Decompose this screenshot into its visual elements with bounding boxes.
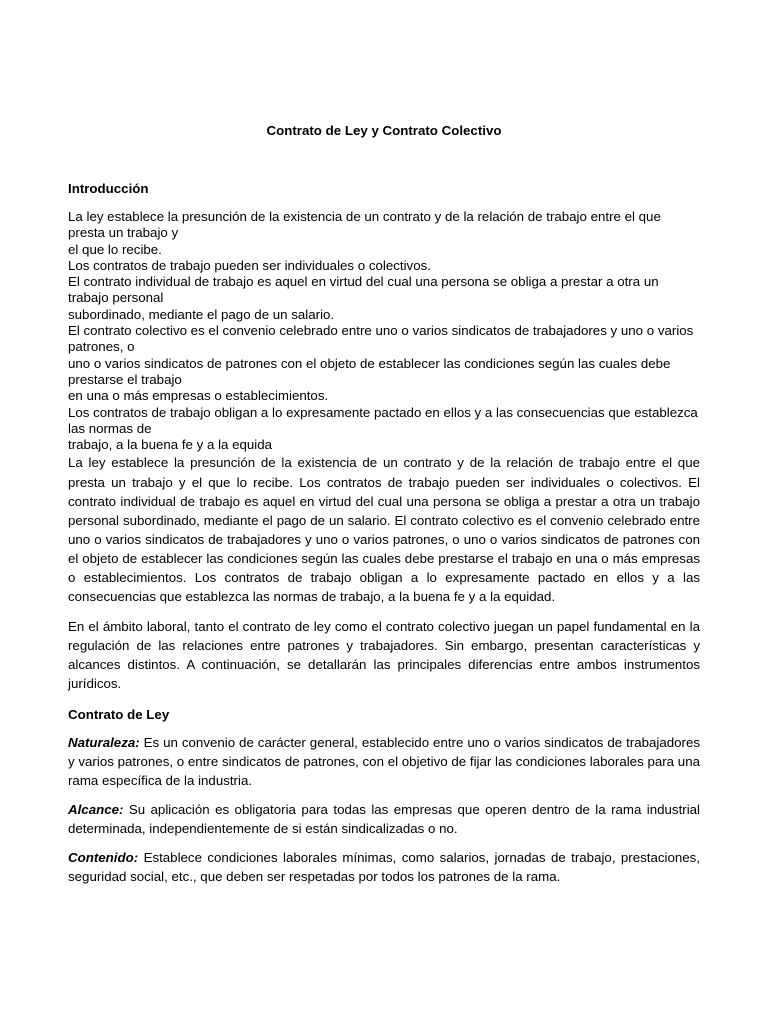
raw-line: Los contratos de trabajo obligan a lo expresamente pactado en ellos y a las consecuencias que establezca las normas de [68,404,698,436]
raw-line: uno o varios sindicatos de patrones con el objeto de establecer las condiciones según las cuales debe prestarse el trabajo [68,355,671,387]
item-label: Contenido: [68,850,139,866]
item-label: Naturaleza: [68,734,140,750]
raw-line: La ley establece la presunción de la existencia de un contrato y de la relación de trabajo entre el que presta un trabajo y [68,209,661,241]
item-naturaleza [68,733,700,790]
context-paragraph: En el ámbito laboral, tanto el contrato de ley como el contrato colectivo juegan un papel fundamental en la regulación de las relaciones entre patrones y trabajadores. Sin embargo, presentan características y alcances distintos. A continuación, se detallarán las principales diferencias entre ambos instrumentos jurídicos. [68,619,700,692]
document-title: Contrato de Ley y Contrato Colectivo [266,123,502,138]
item-alcance [68,800,700,838]
item-contenido [68,848,700,886]
raw-line: El contrato individual de trabajo es aquel en virtud del cual una persona se obliga a prestar a otra un trabajo personal [68,274,659,306]
intro-paragraph: La ley establece la presunción de la existencia de un contrato y de la relación de trabajo entre el que presta un trabajo y el que lo recibe. Los contratos de trabajo pueden ser individuales o colectivos. El contrato individual de trabajo es aquel en virtud del cual una persona se obliga a prestar a otra un trabajo personal subordinado, mediante el pago de un salario. El contrato colectivo es el convenio celebrado entre uno o varios sindicatos de trabajadores y uno o varios patrones, o uno o varios sindicatos de patrones con el objeto de establecer las condiciones según las cuales debe prestarse el trabajo en una o más empresas o establecimientos. Los contratos de trabajo obligan a lo expresamente pactado en ellos y a las consecuencias que establezca las normas de trabajo, a la buena fe y a la equidad. [68,455,700,605]
item-text: Establece condiciones laborales mínimas, como salarios, jornadas de trabajo, prestaciones, seguridad social, etc., que deben ser respetadas por todos los patrones de la rama. [68,850,700,885]
item-text: Es un convenio de carácter general, establecido entre uno o varios sindicatos de trabajadores y varios patrones, o entre sindicatos de patrones, con el objetivo de fijar las condiciones laborales para una rama específica de la industria. [68,734,700,788]
raw-line: El contrato colectivo es el convenio celebrado entre uno o varios sindicatos de trabajadores y uno o varios patrones, o [68,323,694,355]
section-heading: Contrato de Ley [68,706,170,722]
raw-intro-block [68,209,700,453]
item-label: Alcance: [68,801,124,817]
raw-line: trabajo, a la buena fe y a la equida [68,437,273,453]
intro-heading: Introducción [68,181,149,196]
item-text: Su aplicación es obligatoria para todas las empresas que operen dentro de la rama industrial determinada, independientemente de si están sindicalizadas o no. [68,801,700,836]
raw-line: el que lo recibe. [68,241,162,257]
document-body [68,180,700,886]
raw-line: subordinado, mediante el pago de un salario. [68,306,335,322]
raw-line: en una o más empresas o establecimientos. [68,388,329,404]
raw-line: Los contratos de trabajo pueden ser individuales o colectivos. [68,257,431,273]
